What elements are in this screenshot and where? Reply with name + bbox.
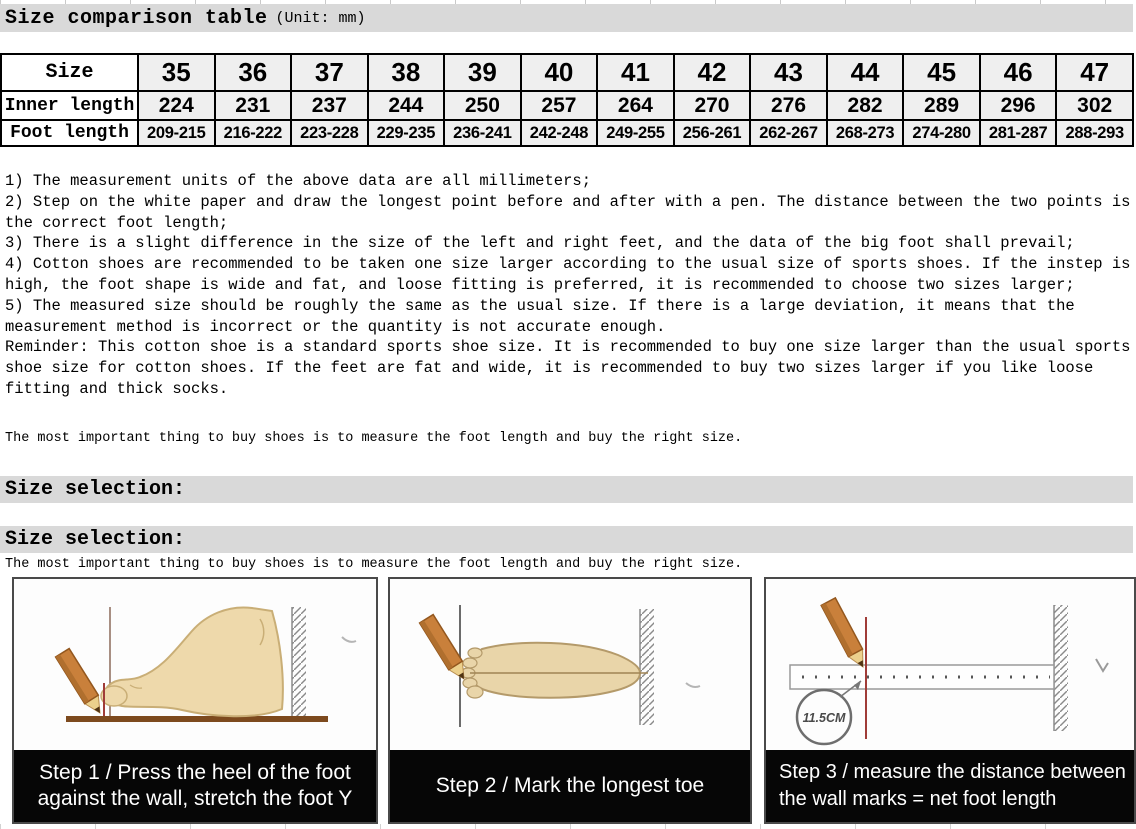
- step-panel-3: [764, 577, 1136, 824]
- measure-callout: [797, 681, 861, 744]
- foot-side-illustration: [101, 607, 283, 716]
- table-cell: 35: [138, 54, 215, 91]
- step2-illustration: [390, 579, 750, 750]
- step-panel-1: [12, 577, 378, 824]
- step-caption-line: Step 1 / Press the heel of the foot: [39, 760, 351, 784]
- note-paragraph: 4) Cotton shoes are recommended to be taken one size larger according to the usual size of sports shoes. If the instep is high, the foot shape is wide and fat, and loose fitting is preferred, it is recommended to choose two sizes larger;: [5, 255, 1131, 294]
- table-cell: 43: [750, 54, 827, 91]
- step-caption: [766, 750, 1134, 822]
- table-row: [1, 120, 1133, 146]
- step3-illustration: [766, 579, 1134, 750]
- tip-text: The most important thing to buy shoes is to measure the foot length and buy the right size.: [5, 430, 743, 446]
- table-cell: 46: [980, 54, 1057, 91]
- table-cell: 231: [215, 91, 292, 120]
- step-caption-line: the wall marks = net foot length: [779, 787, 1057, 810]
- section-heading: Size selection:: [5, 527, 186, 551]
- table-cell: 38: [368, 54, 445, 91]
- wall-hatch: [1054, 605, 1068, 731]
- step-caption-line: Step 2 / Mark the longest toe: [435, 773, 705, 797]
- table-cell: 288-293: [1056, 120, 1133, 146]
- step-panel-2: [388, 577, 752, 824]
- table-cell: 282: [827, 91, 904, 120]
- step-caption: [14, 750, 376, 822]
- table-row: [1, 91, 1133, 120]
- table-cell: 270: [674, 91, 751, 120]
- measurement-steps: [0, 577, 1136, 824]
- step1-illustration: [14, 579, 376, 750]
- size-table: [0, 53, 1134, 147]
- ruler-illustration: [790, 665, 1054, 689]
- table-cell: 250: [444, 91, 521, 120]
- pencil-icon: [420, 614, 471, 683]
- page-title-bar: [0, 4, 1133, 32]
- table-cell: 302: [1056, 91, 1133, 120]
- table-cell: 256-261: [674, 120, 751, 146]
- notes-block: [0, 171, 1133, 400]
- table-cell: 244: [368, 91, 445, 120]
- unit-label: (Unit: mm): [275, 9, 366, 27]
- table-cell: 237: [291, 91, 368, 120]
- table-cell: 296: [980, 91, 1057, 120]
- table-cell: 257: [521, 91, 598, 120]
- table-cell: 276: [750, 91, 827, 120]
- note-paragraph: 2) Step on the white paper and draw the longest point before and after with a pen. The distance between the two points is the correct foot length;: [5, 192, 1131, 232]
- table-cell: 223-228: [291, 120, 368, 146]
- step-caption: [390, 750, 750, 822]
- table-cell: 262-267: [750, 120, 827, 146]
- step-caption-line: Step 3 / measure the distance between: [779, 760, 1126, 783]
- table-cell: 39: [444, 54, 521, 91]
- table-row: [1, 54, 1133, 91]
- table-cell: 209-215: [138, 120, 215, 146]
- table-cell: 224: [138, 91, 215, 120]
- floor-line: [66, 716, 328, 722]
- tip-text: The most important thing to buy shoes is to measure the foot length and buy the right size.: [5, 556, 743, 572]
- table-cell: 229-235: [368, 120, 445, 146]
- table-cell: 249-255: [597, 120, 674, 146]
- table-cell: 37: [291, 54, 368, 91]
- smudge-mark: [1096, 659, 1108, 671]
- note-paragraph: Reminder: This cotton shoe is a standard sports shoe size. It is recommended to buy one size larger than the usual sports shoe size for cotton shoes. If the feet are fat and wide, it is recommended to buy two sizes larger if you like loose fitting and thick socks.: [5, 338, 1131, 398]
- ruler-measure-drawing: [766, 579, 1134, 750]
- table-cell: 44: [827, 54, 904, 91]
- table-cell: 47: [1056, 54, 1133, 91]
- row-label-cell: Inner length: [1, 91, 138, 120]
- table-cell: 42: [674, 54, 751, 91]
- table-cell: 281-287: [980, 120, 1057, 146]
- smudge-mark: [342, 637, 356, 642]
- note-paragraph: 3) There is a slight difference in the size of the left and right feet, and the data of the big foot shall prevail;: [5, 234, 1075, 253]
- pencil-icon: [56, 648, 107, 717]
- table-cell: 36: [215, 54, 292, 91]
- page-edge-strip: [0, 824, 1136, 829]
- section-heading-bar: [0, 476, 1133, 503]
- section-heading-bar: [0, 526, 1133, 553]
- table-cell: 45: [903, 54, 980, 91]
- table-cell: 242-248: [521, 120, 598, 146]
- table-cell: 264: [597, 91, 674, 120]
- row-label-cell: Size: [1, 54, 138, 91]
- table-cell: 41: [597, 54, 674, 91]
- size-table-body: [1, 54, 1133, 146]
- wall-hatch: [292, 607, 306, 721]
- wall-hatch: [640, 609, 654, 725]
- measure-circle-label: 11.5CM: [802, 710, 846, 725]
- pencil-icon: [821, 598, 870, 671]
- table-cell: 289: [903, 91, 980, 120]
- foot-side-view-drawing: [14, 579, 376, 750]
- table-cell: 274-280: [903, 120, 980, 146]
- foot-top-view-drawing: [390, 579, 750, 750]
- page-title: Size comparison table: [5, 6, 268, 30]
- table-cell: 236-241: [444, 120, 521, 146]
- table-cell: 216-222: [215, 120, 292, 146]
- table-cell: 268-273: [827, 120, 904, 146]
- note-paragraph: 5) The measured size should be roughly the same as the usual size. If there is a large deviation, it means that the measurement method is incorrect or the quantity is not accurate enough.: [5, 296, 1075, 336]
- table-cell: 40: [521, 54, 598, 91]
- note-paragraph: 1) The measurement units of the above data are all millimeters;: [5, 172, 591, 190]
- section-heading: Size selection:: [5, 477, 186, 501]
- step-caption-line: against the wall, stretch the foot Y: [37, 786, 353, 810]
- row-label-cell: Foot length: [1, 120, 138, 146]
- smudge-mark: [686, 683, 700, 687]
- foot-top-illustration: [461, 643, 648, 698]
